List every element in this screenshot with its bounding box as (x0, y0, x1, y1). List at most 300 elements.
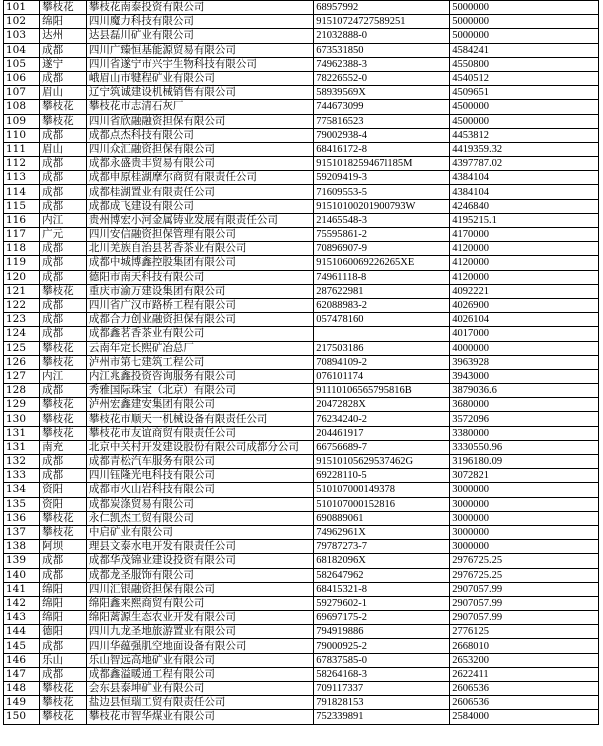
amount-cell: 3000000 (450, 511, 599, 525)
registration-code-cell: 71609553-5 (314, 185, 450, 199)
company-name-cell: 泸州宏鑫建安集团有限公司 (86, 398, 313, 412)
table-row (4, 298, 599, 312)
amount-cell: 3000000 (450, 525, 599, 539)
amount-cell: 2606536 (450, 696, 599, 710)
amount-cell: 5000000 (450, 29, 599, 43)
row-number: 104 (4, 43, 40, 57)
city-cell: 成都 (40, 242, 87, 256)
company-name-cell: 秀雅国际珠宝（北京）有限公司 (86, 384, 313, 398)
registration-code-cell: 91510724727589251 (314, 15, 450, 29)
row-number: 126 (4, 355, 40, 369)
company-name-cell: 攀枝花市志清石灰厂 (86, 100, 313, 114)
row-number: 103 (4, 29, 40, 43)
city-cell: 乐山 (40, 653, 87, 667)
company-name-cell: 四川众汇融资担保有限公司 (86, 142, 313, 156)
company-name-cell: 北川羌族自治县茗香茶业有限公司 (86, 242, 313, 256)
city-cell: 成都 (40, 455, 87, 469)
table-row (4, 355, 599, 369)
company-name-cell: 永仁凯杰工贸有限公司 (86, 511, 313, 525)
registration-code-cell: 75595861-2 (314, 228, 450, 242)
registration-code-cell: 21032888-0 (314, 29, 450, 43)
city-cell: 攀枝花 (40, 341, 87, 355)
amount-cell: 4500000 (450, 100, 599, 114)
city-cell: 广元 (40, 228, 87, 242)
row-number: 114 (4, 185, 40, 199)
registration-code-cell: 59279602-1 (314, 596, 450, 610)
row-number: 106 (4, 71, 40, 85)
table-row (4, 582, 599, 596)
company-name-cell: 四川省遂宁市兴宇生物科技有限公司 (86, 57, 313, 71)
registration-code-cell: 68416172-8 (314, 142, 450, 156)
city-cell: 攀枝花 (40, 412, 87, 426)
registration-code-cell: 68415321-8 (314, 582, 450, 596)
registration-code-cell: 58939569X (314, 86, 450, 100)
row-number: 130 (4, 412, 40, 426)
amount-cell: 4120000 (450, 270, 599, 284)
table-row (4, 682, 599, 696)
row-number: 105 (4, 57, 40, 71)
amount-cell: 2584000 (450, 710, 599, 724)
registration-code-cell: 74962961X (314, 525, 450, 539)
table-row (4, 284, 599, 298)
registration-code-cell: 68182096X (314, 554, 450, 568)
table-body (4, 1, 599, 725)
registration-code-cell: 58264168-3 (314, 667, 450, 681)
company-name-cell: 成都申原桂湖摩尔商贸有限责任公司 (86, 171, 313, 185)
amount-cell: 2606536 (450, 682, 599, 696)
city-cell: 成都 (40, 199, 87, 213)
company-name-cell: 峨眉山市犍程矿业有限公司 (86, 71, 313, 85)
city-cell: 绵阳 (40, 582, 87, 596)
table-row (4, 696, 599, 710)
registration-code-cell: 76234240-2 (314, 412, 450, 426)
company-name-cell: 成都中城博鑫控股集团有限公司 (86, 256, 313, 270)
table-row (4, 653, 599, 667)
city-cell: 成都 (40, 313, 87, 327)
row-number: 136 (4, 511, 40, 525)
city-cell: 资阳 (40, 497, 87, 511)
amount-cell: 4540512 (450, 71, 599, 85)
amount-cell: 4170000 (450, 228, 599, 242)
company-name-cell: 成都华茂锦业建设投资有限公司 (86, 554, 313, 568)
registration-code-cell: 91510105629537462G (314, 455, 450, 469)
amount-cell: 3879036.6 (450, 384, 599, 398)
row-number: 117 (4, 228, 40, 242)
row-number: 110 (4, 128, 40, 142)
row-number: 146 (4, 653, 40, 667)
registration-code-cell: 70896907-9 (314, 242, 450, 256)
registration-code-cell: 70894109-2 (314, 355, 450, 369)
row-number: 138 (4, 540, 40, 554)
row-number: 147 (4, 667, 40, 681)
city-cell: 成都 (40, 667, 87, 681)
company-name-cell: 攀枝花市智华煤业有限公司 (86, 710, 313, 724)
amount-cell: 2907057.99 (450, 582, 599, 596)
row-number: 139 (4, 554, 40, 568)
registration-code-cell: 690889061 (314, 511, 450, 525)
company-name-cell: 四川魔力科技有限公司 (86, 15, 313, 29)
amount-cell: 4384104 (450, 185, 599, 199)
amount-cell: 3572096 (450, 412, 599, 426)
company-name-cell: 成都点杰科技有限公司 (86, 128, 313, 142)
amount-cell: 2653200 (450, 653, 599, 667)
row-number: 132 (4, 455, 40, 469)
row-number: 124 (4, 327, 40, 341)
amount-cell: 4120000 (450, 242, 599, 256)
row-number: 121 (4, 284, 40, 298)
table-row (4, 199, 599, 213)
row-number: 145 (4, 639, 40, 653)
table-row (4, 57, 599, 71)
city-cell: 成都 (40, 185, 87, 199)
amount-cell: 4120000 (450, 256, 599, 270)
row-number: 150 (4, 710, 40, 724)
row-number: 111 (4, 142, 40, 156)
city-cell: 眉山 (40, 86, 87, 100)
registration-code-cell: 68957992 (314, 1, 450, 15)
table-row (4, 313, 599, 327)
registration-code-cell: 775816523 (314, 114, 450, 128)
company-name-cell: 四川广臻恒基能源贸易有限公司 (86, 43, 313, 57)
amount-cell: 3000000 (450, 540, 599, 554)
registration-code-cell: 78226552-0 (314, 71, 450, 85)
city-cell: 眉山 (40, 142, 87, 156)
row-number: 133 (4, 469, 40, 483)
table-row (4, 270, 599, 284)
row-number: 135 (4, 497, 40, 511)
row-number: 119 (4, 256, 40, 270)
amount-cell: 2907057.99 (450, 611, 599, 625)
city-cell: 攀枝花 (40, 426, 87, 440)
company-name-cell: 泸州市第七建筑工程公司 (86, 355, 313, 369)
city-cell: 攀枝花 (40, 398, 87, 412)
amount-cell: 2976725.25 (450, 554, 599, 568)
company-name-cell: 成都龙圣服饰有限公司 (86, 568, 313, 582)
company-name-cell: 成都桂湖置业有限责任公司 (86, 185, 313, 199)
table-row (4, 511, 599, 525)
company-name-cell: 四川九龙圣地旅游置业有限公司 (86, 625, 313, 639)
city-cell: 攀枝花 (40, 114, 87, 128)
company-name-cell: 绵阳鑫来熙商贸有限公司 (86, 596, 313, 610)
registration-code-cell: 69697175-2 (314, 611, 450, 625)
city-cell: 攀枝花 (40, 525, 87, 539)
amount-cell: 3072821 (450, 469, 599, 483)
registration-code-cell: 69228110-5 (314, 469, 450, 483)
row-number: 116 (4, 213, 40, 227)
company-name-cell: 贵州博宏小河金属铸业发展有限责任公司 (86, 213, 313, 227)
amount-cell: 3000000 (450, 483, 599, 497)
registration-code-cell: 744673099 (314, 100, 450, 114)
registration-code-cell: 67837585-0 (314, 653, 450, 667)
row-number: 129 (4, 398, 40, 412)
table-row (4, 667, 599, 681)
city-cell: 内江 (40, 213, 87, 227)
amount-cell: 3196180.09 (450, 455, 599, 469)
row-number: 107 (4, 86, 40, 100)
amount-cell: 4500000 (450, 114, 599, 128)
row-number: 118 (4, 242, 40, 256)
registration-code-cell: 794919886 (314, 625, 450, 639)
company-name-cell: 成都合力创业融资担保有限公司 (86, 313, 313, 327)
row-number: 113 (4, 171, 40, 185)
registration-code-cell: 287622981 (314, 284, 450, 298)
amount-cell: 4453812 (450, 128, 599, 142)
company-name-cell: 成都青松汽车服务有限公司 (86, 455, 313, 469)
city-cell: 攀枝花 (40, 1, 87, 15)
company-name-cell: 辽宁筑诚建设机械销售有限公司 (86, 86, 313, 100)
registration-code-cell: 21465548-3 (314, 213, 450, 227)
city-cell: 攀枝花 (40, 284, 87, 298)
row-number: 115 (4, 199, 40, 213)
company-name-cell: 云南年定长熙矿冶总厂 (86, 341, 313, 355)
city-cell: 攀枝花 (40, 511, 87, 525)
table-row (4, 213, 599, 227)
company-name-cell: 成都成飞建设有限公司 (86, 199, 313, 213)
company-name-cell: 攀枝花市友谊商贸有限责任公司 (86, 426, 313, 440)
company-name-cell: 四川省欣融融资担保有限公司 (86, 114, 313, 128)
city-cell: 成都 (40, 639, 87, 653)
amount-cell: 4509651 (450, 86, 599, 100)
table-row (4, 440, 599, 454)
amount-cell: 2668010 (450, 639, 599, 653)
city-cell: 成都 (40, 469, 87, 483)
table-row (4, 483, 599, 497)
amount-cell: 4092221 (450, 284, 599, 298)
company-name-cell: 成都鑫溢暖通工程有限公司 (86, 667, 313, 681)
amount-cell: 5000000 (450, 1, 599, 15)
company-name-cell: 成都鑫茗香茶业有限公司 (86, 327, 313, 341)
company-name-cell: 内江兆鑫投资咨询服务有限公司 (86, 369, 313, 383)
city-cell: 成都 (40, 568, 87, 582)
table-row (4, 412, 599, 426)
city-cell: 达州 (40, 29, 87, 43)
company-name-cell: 北京中关村开发建设股份有限公司成都分公司 (86, 440, 313, 454)
table-row (4, 455, 599, 469)
city-cell: 成都 (40, 128, 87, 142)
row-number: 108 (4, 100, 40, 114)
table-row (4, 15, 599, 29)
amount-cell: 4397787.02 (450, 157, 599, 171)
registration-code-cell: 91510600692262​65XE (314, 256, 450, 270)
city-cell: 攀枝花 (40, 355, 87, 369)
company-name-cell: 成都永盛贵丰贸易有限公司 (86, 157, 313, 171)
table-row (4, 369, 599, 383)
registration-code-cell: 74961118-8 (314, 270, 450, 284)
amount-cell: 4246840 (450, 199, 599, 213)
amount-cell: 3330550.96 (450, 440, 599, 454)
company-name-cell: 四川汇银融资担保有限公司 (86, 582, 313, 596)
table-row (4, 157, 599, 171)
city-cell: 攀枝花 (40, 710, 87, 724)
row-number: 141 (4, 582, 40, 596)
registration-code-cell: 057478160 (314, 313, 450, 327)
registration-code-cell: 217503186 (314, 341, 450, 355)
city-cell: 成都 (40, 554, 87, 568)
table-row (4, 710, 599, 724)
amount-cell: 3680000 (450, 398, 599, 412)
row-number: 122 (4, 298, 40, 312)
registration-code-cell: 076101174 (314, 369, 450, 383)
city-cell: 成都 (40, 43, 87, 57)
amount-cell: 3943000 (450, 369, 599, 383)
table-row (4, 469, 599, 483)
table-row (4, 540, 599, 554)
table-row (4, 171, 599, 185)
city-cell: 攀枝花 (40, 682, 87, 696)
row-number: 109 (4, 114, 40, 128)
registration-code-cell: 79000925-2 (314, 639, 450, 653)
table-row (4, 256, 599, 270)
registration-code-cell: 91110106565795816B (314, 384, 450, 398)
amount-cell: 2776125 (450, 625, 599, 639)
city-cell: 阿坝 (40, 540, 87, 554)
company-name-cell: 攀枝花南泰投资有限公司 (86, 1, 313, 15)
city-cell: 攀枝花 (40, 696, 87, 710)
registration-code-cell: 9151018259467l185M (314, 157, 450, 171)
city-cell: 绵阳 (40, 596, 87, 610)
table-row (4, 398, 599, 412)
amount-cell: 4419359.32 (450, 142, 599, 156)
registration-code-cell: 79002938-4 (314, 128, 450, 142)
table-row (4, 639, 599, 653)
table-row (4, 86, 599, 100)
table-row (4, 71, 599, 85)
row-number: 131 (4, 440, 40, 454)
amount-cell: 4384104 (450, 171, 599, 185)
registration-code-cell: 59209419-3 (314, 171, 450, 185)
amount-cell: 5000000 (450, 15, 599, 29)
row-number: 112 (4, 157, 40, 171)
company-name-cell: 四川省广汉市路桥工程有限公司 (86, 298, 313, 312)
registration-code-cell: 510107000149378 (314, 483, 450, 497)
amount-cell: 3000000 (450, 497, 599, 511)
company-name-cell: 达县磊川矿业有限公司 (86, 29, 313, 43)
city-cell: 绵阳 (40, 611, 87, 625)
city-cell: 南充 (40, 440, 87, 454)
city-cell: 成都 (40, 384, 87, 398)
city-cell: 攀枝花 (40, 100, 87, 114)
table-row (4, 327, 599, 341)
company-name-cell: 会东县泰坤矿业有限公司 (86, 682, 313, 696)
registration-code-cell: 204461917 (314, 426, 450, 440)
company-name-cell: 四川安信融资担保管理有限公司 (86, 228, 313, 242)
registration-code-cell: 91510100201900793W (314, 199, 450, 213)
row-number: 137 (4, 525, 40, 539)
city-cell: 资阳 (40, 483, 87, 497)
amount-cell: 4026900 (450, 298, 599, 312)
city-cell: 成都 (40, 171, 87, 185)
table-row (4, 341, 599, 355)
city-cell: 成都 (40, 157, 87, 171)
company-name-cell: 中启矿业有限公司 (86, 525, 313, 539)
company-name-cell: 四川华蕴强肌空地面设备有限公司 (86, 639, 313, 653)
row-number: 128 (4, 384, 40, 398)
company-name-cell: 德阳市南天科技有限公司 (86, 270, 313, 284)
row-number: 120 (4, 270, 40, 284)
city-cell: 成都 (40, 298, 87, 312)
table-row (4, 29, 599, 43)
registration-code-cell: 510107000152816 (314, 497, 450, 511)
registration-code-cell: 791828153 (314, 696, 450, 710)
table-row (4, 525, 599, 539)
company-name-cell: 重庆市渝万建设集团有限公司 (86, 284, 313, 298)
city-cell: 成都 (40, 256, 87, 270)
table-row (4, 142, 599, 156)
table-row (4, 426, 599, 440)
table-row (4, 568, 599, 582)
registration-code-cell: 20472828X (314, 398, 450, 412)
registration-code-cell: 79787273-7 (314, 540, 450, 554)
registration-code-cell: 66756689-7 (314, 440, 450, 454)
amount-cell: 4584241 (450, 43, 599, 57)
row-number: 140 (4, 568, 40, 582)
registration-code-cell: 74962388-3 (314, 57, 450, 71)
table-row (4, 625, 599, 639)
row-number: 123 (4, 313, 40, 327)
registration-code-cell: 709117337 (314, 682, 450, 696)
row-number: 148 (4, 682, 40, 696)
row-number: 125 (4, 341, 40, 355)
table-row (4, 128, 599, 142)
row-number: 144 (4, 625, 40, 639)
company-name-cell: 理县文泰水电开发有限责任公司 (86, 540, 313, 554)
city-cell: 成都 (40, 327, 87, 341)
amount-cell: 4550800 (450, 57, 599, 71)
city-cell: 绵阳 (40, 15, 87, 29)
company-name-cell: 乐山智远高地矿业有限公司 (86, 653, 313, 667)
amount-cell: 3963928 (450, 355, 599, 369)
company-name-cell: 成都市火山岩科技有限公司 (86, 483, 313, 497)
row-number: 131 (4, 426, 40, 440)
registration-code-cell: 752339891 (314, 710, 450, 724)
table-row (4, 242, 599, 256)
table-row (4, 43, 599, 57)
row-number: 134 (4, 483, 40, 497)
registration-code-cell: 62088983-2 (314, 298, 450, 312)
company-table (3, 0, 599, 725)
table-row (4, 185, 599, 199)
table-row (4, 611, 599, 625)
amount-cell: 4195215.1 (450, 213, 599, 227)
city-cell: 遂宁 (40, 57, 87, 71)
row-number: 101 (4, 1, 40, 15)
row-number: 143 (4, 611, 40, 625)
amount-cell: 4026104 (450, 313, 599, 327)
table-row (4, 114, 599, 128)
registration-code-cell (314, 327, 450, 341)
registration-code-cell: 582647962 (314, 568, 450, 582)
amount-cell: 3380000 (450, 426, 599, 440)
company-name-cell: 四川钰隆光电科技有限公司 (86, 469, 313, 483)
table-row (4, 228, 599, 242)
city-cell: 德阳 (40, 625, 87, 639)
company-name-cell: 成都炭涤贸易有限公司 (86, 497, 313, 511)
table-row (4, 596, 599, 610)
amount-cell: 2622411 (450, 667, 599, 681)
amount-cell: 2976725.25 (450, 568, 599, 582)
table-row (4, 384, 599, 398)
row-number: 102 (4, 15, 40, 29)
company-name-cell: 攀枝花市顺天一机械设备有限责任公司 (86, 412, 313, 426)
registration-code-cell: 673531850 (314, 43, 450, 57)
table-row (4, 554, 599, 568)
table-row (4, 100, 599, 114)
amount-cell: 4000000 (450, 341, 599, 355)
city-cell: 成都 (40, 71, 87, 85)
amount-cell: 2907057.99 (450, 596, 599, 610)
company-name-cell: 绵阳蓠源生态农业开发有限公司 (86, 611, 313, 625)
company-name-cell: 盐边县恒瑞工贸有限责任公司 (86, 696, 313, 710)
